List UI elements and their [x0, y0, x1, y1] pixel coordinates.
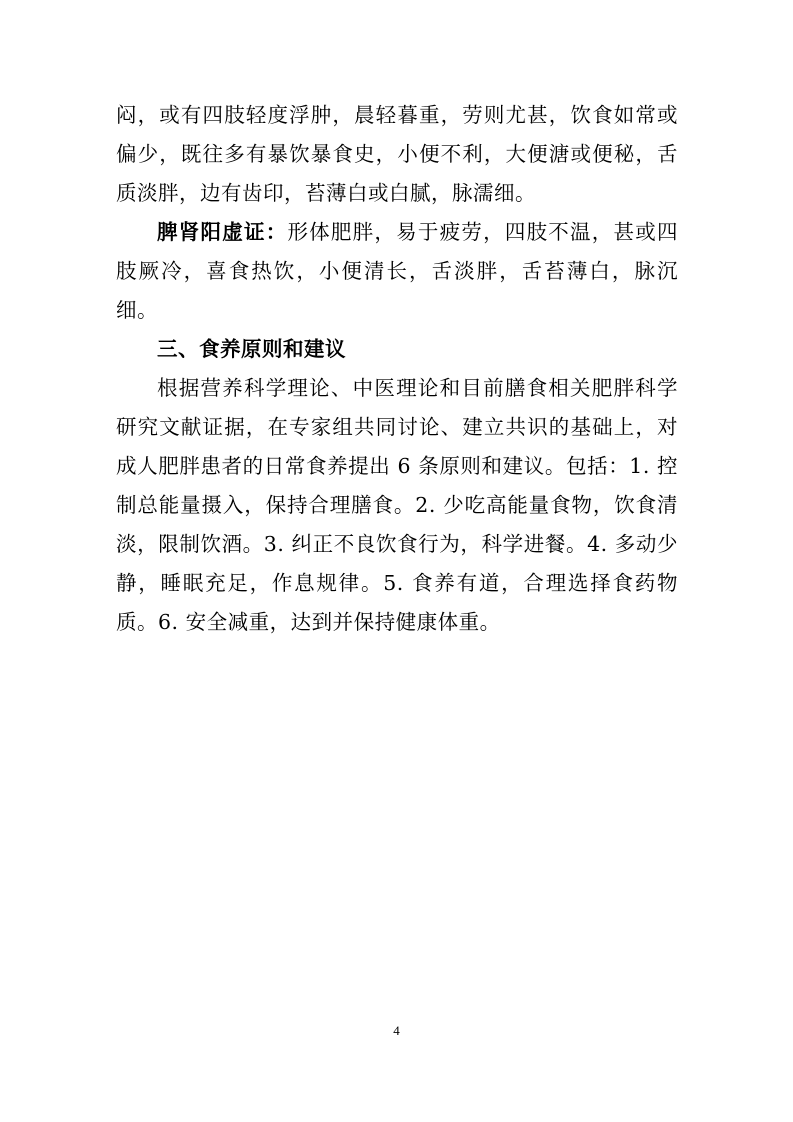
document-body [116, 96, 678, 642]
page-number: 4 [393, 1023, 400, 1038]
syndrome-label: 脾肾阳虚证： [157, 220, 288, 244]
syndrome-description: 形体肥胖，易于疲劳，四肢不温，甚或四肢厥冷，喜食热饮，小便清长，舌淡胖，舌苔薄白，脉沉细。 [116, 220, 679, 322]
paragraph-principles: 根据营养科学理论、中医理论和目前膳食相关肥胖科学研究文献证据，在专家组共同讨论、建立共识的基础上，对成人肥胖患者的日常食养提出 6 条原则和建议。包括：1. 控制总能量摄入，保持合理膳食。2. 少吃高能量食物，饮食清淡，限制饮酒。3. 纠正不良饮食行为，科学进餐。4. 多动少静，睡眠充足，作息规律。5. 食养有道，合理选择食药物质。6. 安全减重，达到并保持健康体重。 [116, 376, 678, 634]
section-heading: 三、食养原则和建议 [157, 337, 346, 361]
paragraph-continuation: 闷，或有四肢轻度浮肿，晨轻暮重，劳则尤甚，饮食如常或偏少，既往多有暴饮暴食史，小便不利，大便溏或便秘，舌质淡胖，边有齿印，苔薄白或白腻，脉濡细。 [116, 103, 678, 205]
paragraph-spleen-kidney-yang-deficiency [116, 213, 678, 330]
